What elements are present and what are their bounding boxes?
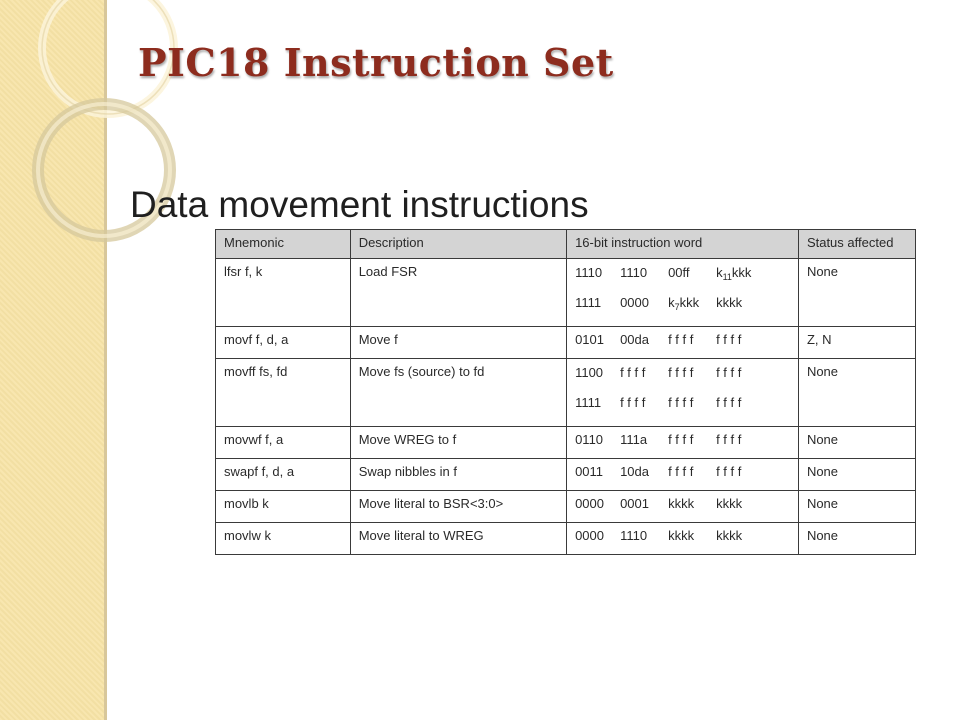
status-affected-cell: None [798,427,915,459]
table-row [216,259,916,327]
instruction-word-cell [567,427,799,459]
instruction-word-segment: kkkk [716,496,743,511]
instruction-word-segment [668,295,716,310]
segment-text: k [668,295,675,310]
instruction-word-segment: f f f f [716,365,742,380]
instruction-word-segment: f f f f [668,332,694,347]
instruction-word-segment: f f f f [668,365,694,380]
instruction-word-segment: f f f f [620,395,646,410]
header-description: Description [350,230,566,259]
table-row [216,523,916,555]
description-cell: Move WREG to f [350,427,566,459]
status-affected-cell: None [798,359,915,427]
instruction-word-line [575,332,790,347]
status-affected-cell: None [798,491,915,523]
table-row [216,491,916,523]
instruction-word-line [575,464,790,479]
instruction-word-segment: f f f f [668,395,694,410]
decorative-circles [0,0,140,260]
description-cell: Move literal to BSR<3:0> [350,491,566,523]
instruction-word-segment: f f f f [620,365,646,380]
table-header-row [216,230,916,259]
status-affected-cell: None [798,259,915,327]
instruction-word-cell [567,459,799,491]
instruction-word-segment: 1111 [575,295,602,310]
instruction-word-segment: f f f f [668,464,694,479]
instruction-word-segment: kkkk [716,295,743,310]
instruction-word-segment: f f f f [716,395,742,410]
instruction-word-segment: 1110 [575,265,603,280]
instruction-word-segment: 1100 [575,365,604,380]
mnemonic-cell: lfsr f, k [216,259,351,327]
description-cell: Move literal to WREG [350,523,566,555]
description-cell: Swap nibbles in f [350,459,566,491]
instruction-word-cell [567,523,799,555]
instruction-word-segment: 1111 [575,395,602,410]
instruction-word-segment: 00da [620,332,649,347]
header-status-affected: Status affected [798,230,915,259]
instruction-word-segment: kkkk [668,496,695,511]
description-cell: Move f [350,327,566,359]
segment-text: k [716,265,723,280]
table-row [216,359,916,427]
instruction-word-segment: f f f f [716,432,742,447]
instruction-table [215,229,916,555]
table-row [216,459,916,491]
section-heading: Data movement instructions [130,184,589,225]
instruction-word-line [575,391,790,421]
instruction-word-segment: 0011 [575,464,604,479]
instruction-word-segment: f f f f [668,432,694,447]
instruction-word-segment: 0000 [575,496,604,511]
mnemonic-cell: movlw k [216,523,351,555]
instruction-word-segment: kkkk [668,528,695,543]
instruction-word-cell [567,491,799,523]
description-cell: Move fs (source) to fd [350,359,566,427]
instruction-word-segment: 0000 [575,528,604,543]
instruction-word-segment: 0000 [620,295,649,310]
segment-rest: kkk [679,295,700,310]
instruction-word-line [575,496,790,511]
instruction-word-line [575,291,790,321]
slide-title: PIC18 Instruction Set [138,40,614,85]
instruction-word-segment: 111a [620,432,648,447]
instruction-word-line [575,364,790,391]
mnemonic-cell: movwf f, a [216,427,351,459]
mnemonic-cell: movf f, d, a [216,327,351,359]
mnemonic-cell: movlb k [216,491,351,523]
instruction-word-segment: 0110 [575,432,604,447]
instruction-word-segment: 10da [620,464,649,479]
table-row [216,427,916,459]
instruction-word-segment: kkkk [716,528,743,543]
status-affected-cell: None [798,523,915,555]
header-mnemonic: Mnemonic [216,230,351,259]
mnemonic-cell: movff fs, fd [216,359,351,427]
instruction-word-segment: 1110 [620,528,648,543]
instruction-word-segment: 00ff [668,265,690,280]
header-instruction-word: 16-bit instruction word [567,230,799,259]
status-affected-cell: None [798,459,915,491]
instruction-word-segment: 0001 [620,496,649,511]
instruction-word-segment: 0101 [575,332,604,347]
instruction-word-segment: f f f f [716,332,742,347]
segment-rest: kkk [731,265,752,280]
instruction-word-segment [716,265,772,280]
instruction-word-cell [567,327,799,359]
instruction-word-line [575,432,790,447]
segment-subscript: 11 [722,272,732,282]
instruction-word-line [575,264,790,291]
instruction-word-segment: 1110 [620,265,648,280]
instruction-table-body [216,259,916,555]
table-row [216,327,916,359]
description-cell: Load FSR [350,259,566,327]
status-affected-cell: Z, N [798,327,915,359]
mnemonic-cell: swapf f, d, a [216,459,351,491]
instruction-word-line [575,528,790,543]
segment-subscript: 7 [674,302,680,312]
instruction-word-cell [567,259,799,327]
instruction-word-segment: f f f f [716,464,742,479]
instruction-word-cell [567,359,799,427]
